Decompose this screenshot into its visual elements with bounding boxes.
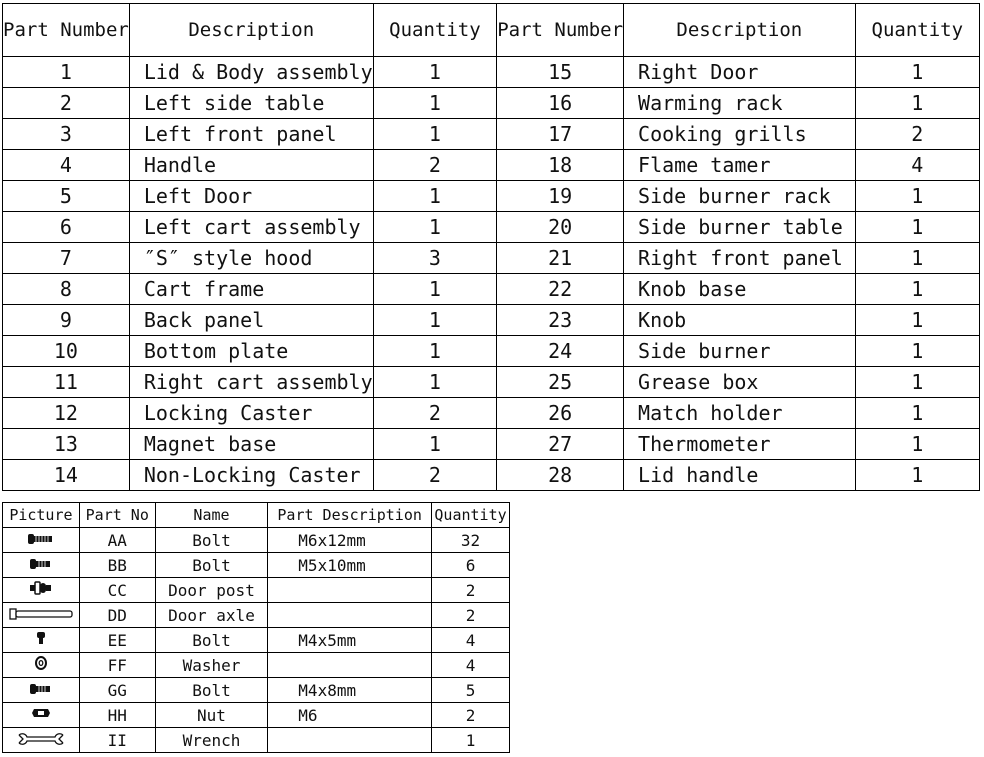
part-number-cell: 4 [3, 150, 130, 181]
table-row [3, 678, 510, 703]
header-description: Description [624, 4, 856, 57]
part-number-cell: 11 [3, 367, 130, 398]
table-row [3, 243, 980, 274]
quantity-cell: 2 [855, 119, 979, 150]
table-row [3, 367, 980, 398]
table-row [3, 460, 980, 491]
quantity-cell: 1 [855, 243, 979, 274]
part-number-cell: 28 [497, 460, 624, 491]
part-number-cell: 15 [497, 57, 624, 88]
header-name: Name [155, 503, 268, 528]
table-row [3, 398, 980, 429]
part-description-cell: M5x10mm [268, 553, 432, 578]
description-cell: Thermometer [624, 429, 856, 460]
quantity-cell: 2 [373, 460, 497, 491]
part-no-cell: II [79, 728, 155, 753]
header-description: Description [129, 4, 373, 57]
quantity-cell: 1 [855, 181, 979, 212]
description-cell: Cart frame [129, 274, 373, 305]
description-cell: Non-Locking Caster [129, 460, 373, 491]
table-row [3, 305, 980, 336]
part-number-cell: 14 [3, 460, 130, 491]
table-row [3, 603, 510, 628]
part-description-cell: M6 [268, 703, 432, 728]
quantity-cell: 1 [855, 336, 979, 367]
description-cell: Side burner table [624, 212, 856, 243]
part-number-cell: 12 [3, 398, 130, 429]
header-quantity: Quantity [432, 503, 510, 528]
part-no-cell: BB [79, 553, 155, 578]
part-description-cell [268, 603, 432, 628]
part-description-cell [268, 653, 432, 678]
quantity-cell: 1 [373, 274, 497, 305]
name-cell: Bolt [155, 528, 268, 553]
parts-list-table [2, 3, 980, 491]
part-number-cell: 18 [497, 150, 624, 181]
part-number-cell: 21 [497, 243, 624, 274]
part-number-cell: 23 [497, 305, 624, 336]
part-number-cell: 7 [3, 243, 130, 274]
table-row [3, 553, 510, 578]
header-part-number: Part Number [497, 4, 624, 57]
description-cell: Knob base [624, 274, 856, 305]
part-number-cell: 26 [497, 398, 624, 429]
picture-cell [3, 703, 80, 728]
table-row [3, 57, 980, 88]
table-row [3, 336, 980, 367]
description-cell: Grease box [624, 367, 856, 398]
quantity-cell: 4 [432, 628, 510, 653]
description-cell: Magnet base [129, 429, 373, 460]
part-number-cell: 20 [497, 212, 624, 243]
quantity-cell: 2 [373, 150, 497, 181]
table-row [3, 88, 980, 119]
header-part-number: Part Number [3, 4, 130, 57]
table-row [3, 528, 510, 553]
part-no-cell: HH [79, 703, 155, 728]
description-cell: Left front panel [129, 119, 373, 150]
name-cell: Door post [155, 578, 268, 603]
bolt-medium-icon [28, 556, 54, 575]
picture-cell [3, 553, 80, 578]
door-axle-icon [8, 606, 74, 625]
picture-cell [3, 578, 80, 603]
quantity-cell: 4 [855, 150, 979, 181]
quantity-cell: 1 [855, 305, 979, 336]
description-cell: Lid & Body assembly [129, 57, 373, 88]
door-post-icon [28, 580, 54, 600]
table-row [3, 119, 980, 150]
table-row [3, 150, 980, 181]
name-cell: Washer [155, 653, 268, 678]
part-number-cell: 8 [3, 274, 130, 305]
quantity-cell: 1 [855, 57, 979, 88]
part-no-cell: GG [79, 678, 155, 703]
hardware-header-row [3, 503, 510, 528]
table-row [3, 429, 980, 460]
description-cell: Locking Caster [129, 398, 373, 429]
quantity-cell: 1 [855, 88, 979, 119]
quantity-cell: 1 [373, 119, 497, 150]
part-description-cell [268, 728, 432, 753]
hardware-table [2, 502, 510, 753]
part-no-cell: CC [79, 578, 155, 603]
picture-cell [3, 528, 80, 553]
description-cell: Left cart assembly [129, 212, 373, 243]
quantity-cell: 1 [373, 367, 497, 398]
quantity-cell: 1 [855, 460, 979, 491]
part-number-cell: 13 [3, 429, 130, 460]
part-number-cell: 9 [3, 305, 130, 336]
quantity-cell: 32 [432, 528, 510, 553]
name-cell: Nut [155, 703, 268, 728]
description-cell: Cooking grills [624, 119, 856, 150]
description-cell: Right Door [624, 57, 856, 88]
name-cell: Bolt [155, 628, 268, 653]
name-cell: Bolt [155, 553, 268, 578]
part-number-cell: 17 [497, 119, 624, 150]
quantity-cell: 5 [432, 678, 510, 703]
part-number-cell: 3 [3, 119, 130, 150]
table-row [3, 212, 980, 243]
quantity-cell: 1 [373, 88, 497, 119]
description-cell: Flame tamer [624, 150, 856, 181]
table-row [3, 578, 510, 603]
quantity-cell: 2 [432, 578, 510, 603]
picture-cell [3, 628, 80, 653]
table-row [3, 653, 510, 678]
part-number-cell: 1 [3, 57, 130, 88]
description-cell: Side burner rack [624, 181, 856, 212]
quantity-cell: 2 [373, 398, 497, 429]
description-cell: ″S″ style hood [129, 243, 373, 274]
quantity-cell: 1 [373, 212, 497, 243]
name-cell: Door axle [155, 603, 268, 628]
part-number-cell: 25 [497, 367, 624, 398]
table-row [3, 181, 980, 212]
header-picture: Picture [3, 503, 80, 528]
part-no-cell: EE [79, 628, 155, 653]
table-row [3, 703, 510, 728]
quantity-cell: 6 [432, 553, 510, 578]
part-description-cell: M4x5mm [268, 628, 432, 653]
table-row [3, 628, 510, 653]
quantity-cell: 1 [373, 336, 497, 367]
part-no-cell: AA [79, 528, 155, 553]
quantity-cell: 1 [373, 305, 497, 336]
description-cell: Left side table [129, 88, 373, 119]
quantity-cell: 1 [855, 274, 979, 305]
part-number-cell: 6 [3, 212, 130, 243]
bolt-short-icon [34, 630, 48, 650]
quantity-cell: 3 [373, 243, 497, 274]
quantity-cell: 1 [855, 367, 979, 398]
description-cell: Knob [624, 305, 856, 336]
part-no-cell: DD [79, 603, 155, 628]
description-cell: Warming rack [624, 88, 856, 119]
description-cell: Side burner [624, 336, 856, 367]
header-part-description: Part Description [268, 503, 432, 528]
part-number-cell: 24 [497, 336, 624, 367]
description-cell: Left Door [129, 181, 373, 212]
part-number-cell: 10 [3, 336, 130, 367]
picture-cell [3, 728, 80, 753]
quantity-cell: 1 [855, 398, 979, 429]
quantity-cell: 1 [373, 429, 497, 460]
header-part-no: Part No [79, 503, 155, 528]
header-quantity: Quantity [373, 4, 497, 57]
table-row [3, 728, 510, 753]
quantity-cell: 1 [373, 57, 497, 88]
quantity-cell: 1 [855, 429, 979, 460]
picture-cell [3, 678, 80, 703]
quantity-cell: 1 [432, 728, 510, 753]
part-number-cell: 5 [3, 181, 130, 212]
picture-cell [3, 603, 80, 628]
quantity-cell: 1 [855, 212, 979, 243]
quantity-cell: 2 [432, 603, 510, 628]
quantity-cell: 4 [432, 653, 510, 678]
header-quantity: Quantity [855, 4, 979, 57]
name-cell: Wrench [155, 728, 268, 753]
part-description-cell: M6x12mm [268, 528, 432, 553]
part-number-cell: 19 [497, 181, 624, 212]
part-number-cell: 2 [3, 88, 130, 119]
part-description-cell: M4x8mm [268, 678, 432, 703]
wrench-icon [16, 731, 66, 750]
quantity-cell: 1 [373, 181, 497, 212]
description-cell: Back panel [129, 305, 373, 336]
parts-header-row [3, 4, 980, 57]
washer-icon [34, 655, 48, 675]
part-description-cell [268, 578, 432, 603]
quantity-cell: 2 [432, 703, 510, 728]
nut-icon [30, 705, 52, 725]
table-row [3, 274, 980, 305]
description-cell: Match holder [624, 398, 856, 429]
part-no-cell: FF [79, 653, 155, 678]
description-cell: Right front panel [624, 243, 856, 274]
part-number-cell: 27 [497, 429, 624, 460]
picture-cell [3, 653, 80, 678]
part-number-cell: 16 [497, 88, 624, 119]
description-cell: Lid handle [624, 460, 856, 491]
description-cell: Bottom plate [129, 336, 373, 367]
bolt-long-icon [26, 531, 56, 550]
part-number-cell: 22 [497, 274, 624, 305]
bolt-medium-icon [28, 681, 54, 700]
name-cell: Bolt [155, 678, 268, 703]
description-cell: Handle [129, 150, 373, 181]
description-cell: Right cart assembly [129, 367, 373, 398]
